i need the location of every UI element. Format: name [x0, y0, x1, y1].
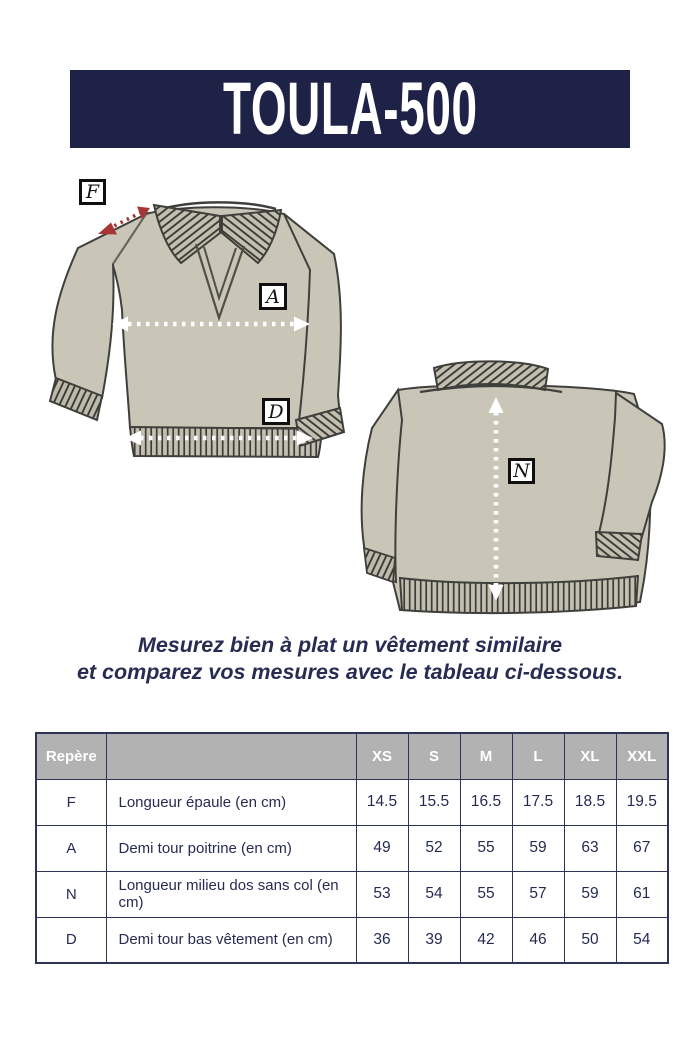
sweater-diagram: [0, 155, 700, 635]
instruction-line-2: et comparez vos mesures avec le tableau ci-dessous.: [76, 660, 624, 684]
value-cell: 15.5: [408, 779, 460, 825]
label-box-d: [262, 398, 290, 425]
header-size-l: L: [512, 733, 564, 779]
description-cell: Demi tour bas vêtement (en cm): [106, 917, 356, 963]
back-sweater-illustration: [362, 361, 665, 613]
value-cell: 50: [564, 917, 616, 963]
table-row: [36, 825, 668, 871]
repere-cell: A: [36, 825, 106, 871]
value-cell: 61: [616, 871, 668, 917]
instruction-text: [0, 632, 700, 686]
value-cell: 36: [356, 917, 408, 963]
product-title: TOULA-500: [222, 67, 478, 150]
description-cell: Longueur milieu dos sans col (en cm): [106, 871, 356, 917]
repere-cell: D: [36, 917, 106, 963]
repere-cell: F: [36, 779, 106, 825]
value-cell: 63: [564, 825, 616, 871]
header-size-m: M: [460, 733, 512, 779]
value-cell: 67: [616, 825, 668, 871]
value-cell: 55: [460, 871, 512, 917]
repere-cell: N: [36, 871, 106, 917]
value-cell: 52: [408, 825, 460, 871]
label-box-n: [508, 458, 535, 484]
value-cell: 17.5: [512, 779, 564, 825]
instruction-line-1: Mesurez bien à plat un vêtement similaire: [137, 633, 563, 657]
value-cell: 39: [408, 917, 460, 963]
size-table: [35, 732, 669, 964]
description-cell: Demi tour poitrine (en cm): [106, 825, 356, 871]
value-cell: 14.5: [356, 779, 408, 825]
table-row: [36, 917, 668, 963]
label-letter-a: A: [266, 285, 280, 308]
table-row: [36, 871, 668, 917]
header-description: [106, 733, 356, 779]
value-cell: 59: [564, 871, 616, 917]
value-cell: 53: [356, 871, 408, 917]
label-letter-f: F: [85, 181, 100, 203]
value-cell: 54: [408, 871, 460, 917]
header-size-xs: XS: [356, 733, 408, 779]
value-cell: 57: [512, 871, 564, 917]
value-cell: 49: [356, 825, 408, 871]
value-cell: 54: [616, 917, 668, 963]
value-cell: 55: [460, 825, 512, 871]
value-cell: 42: [460, 917, 512, 963]
title-bar: [70, 67, 630, 150]
label-box-f: [79, 179, 106, 205]
value-cell: 16.5: [460, 779, 512, 825]
table-row: [36, 779, 668, 825]
label-letter-n: N: [513, 460, 530, 482]
header-size-xxl: XXL: [616, 733, 668, 779]
header-repere: Repère: [36, 733, 106, 779]
table-header-row: [36, 733, 668, 779]
label-box-a: [259, 283, 287, 310]
header-size-xl: XL: [564, 733, 616, 779]
value-cell: 59: [512, 825, 564, 871]
label-letter-d: D: [268, 400, 284, 423]
description-cell: Longueur épaule (en cm): [106, 779, 356, 825]
value-cell: 19.5: [616, 779, 668, 825]
value-cell: 18.5: [564, 779, 616, 825]
header-size-s: S: [408, 733, 460, 779]
front-sweater-illustration: [50, 202, 344, 457]
value-cell: 46: [512, 917, 564, 963]
